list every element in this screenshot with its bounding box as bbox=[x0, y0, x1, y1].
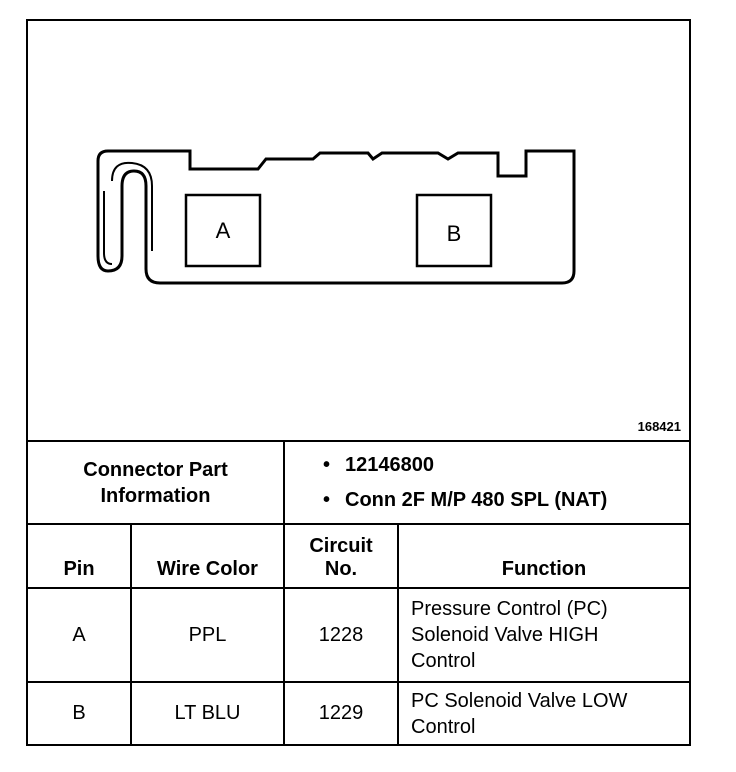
info-item: • 12146800 bbox=[323, 453, 434, 476]
header-circuit: Circuit No. bbox=[284, 524, 398, 588]
table-row bbox=[28, 588, 689, 682]
pin-a-label: A bbox=[215, 218, 231, 243]
circuit-cell: 1228 bbox=[284, 588, 398, 682]
wire-color-cell: LT BLU bbox=[131, 682, 284, 744]
wire-color-cell: PPL bbox=[131, 588, 284, 682]
table-row bbox=[28, 682, 689, 744]
figure-id: 168421 bbox=[637, 419, 681, 434]
pin-b-label: B bbox=[446, 221, 462, 246]
pin-cell: B bbox=[28, 682, 131, 744]
function-cell: Pressure Control (PC) Solenoid Valve HIGH Control bbox=[398, 588, 689, 682]
header-function: Function bbox=[398, 524, 689, 588]
info-item: • Conn 2F M/P 480 SPL (NAT) bbox=[323, 488, 608, 511]
header-row bbox=[28, 524, 689, 588]
connector-illustration bbox=[28, 21, 689, 442]
header-wire-color: Wire Color bbox=[131, 524, 284, 588]
pin-cell: A bbox=[28, 588, 131, 682]
connector-table bbox=[28, 442, 689, 744]
info-items bbox=[284, 442, 689, 524]
diagram-frame bbox=[26, 19, 691, 746]
header-pin: Pin bbox=[28, 524, 131, 588]
info-row bbox=[28, 442, 689, 524]
function-cell: PC Solenoid Valve LOW Control bbox=[398, 682, 689, 744]
info-label: Connector Part Information bbox=[28, 442, 284, 524]
circuit-cell: 1229 bbox=[284, 682, 398, 744]
connector-outline bbox=[28, 21, 689, 442]
